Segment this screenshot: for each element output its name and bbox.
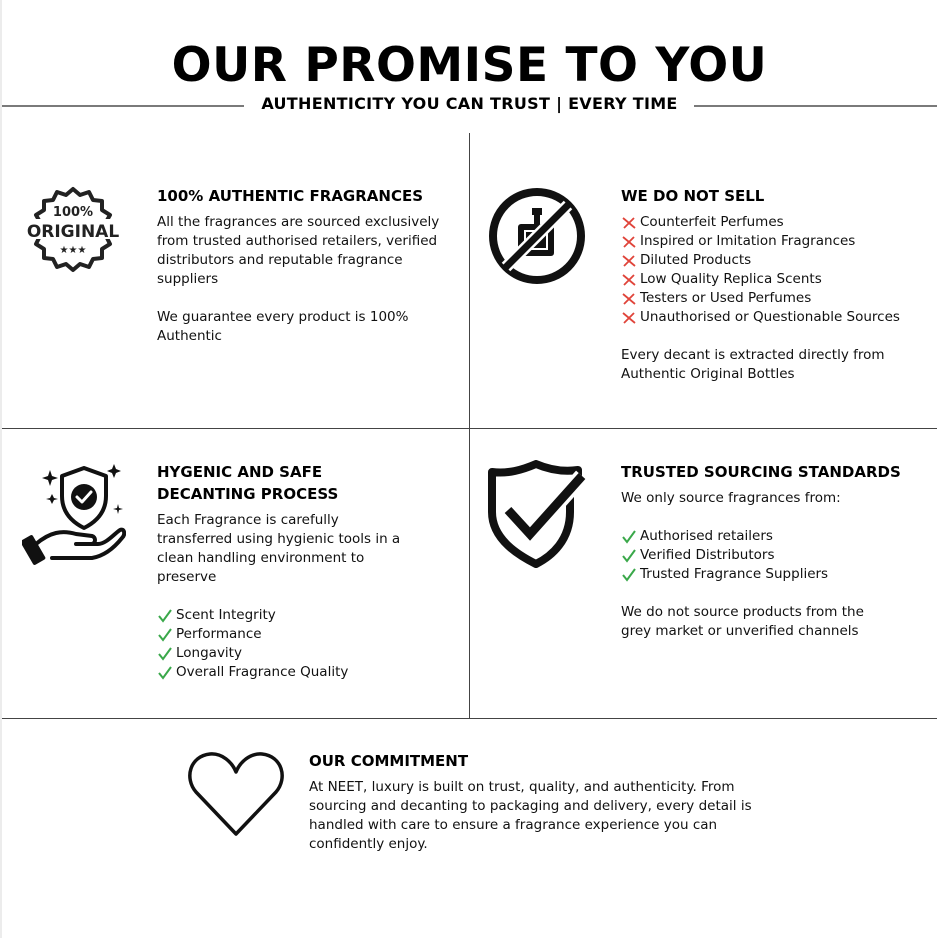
list-item: Testers or Used Perfumes: [621, 289, 921, 308]
list-item: Overall Fragrance Quality: [157, 663, 447, 682]
check-icon: [157, 608, 173, 624]
shield-check-icon: [486, 460, 588, 570]
list-item: Diluted Products: [621, 251, 921, 270]
section-authentic: [157, 185, 447, 346]
section-title: OUR COMMITMENT: [309, 752, 469, 770]
check-icon: [157, 646, 173, 662]
check-icon: [621, 529, 637, 545]
section-commitment: [309, 750, 759, 854]
section-paragraph: Every decant is extracted directly from Authentic Original Bottles: [621, 347, 885, 382]
list-item: Scent Integrity: [157, 606, 447, 625]
list-item: Longavity: [157, 644, 447, 663]
section-paragraph: We only source fragrances from:: [621, 490, 841, 506]
hand-shield-icon: [22, 460, 126, 566]
check-icon: [621, 567, 637, 583]
section-paragraph: We do not source products from the grey market or unverified channels: [621, 604, 864, 639]
frame-edge: [0, 0, 2, 938]
cross-icon: [621, 291, 637, 307]
check-icon: [621, 548, 637, 564]
section-sourcing: [621, 461, 921, 641]
not-sell-list: [621, 213, 921, 327]
section-paragraph: We guarantee every product is 100% Authentic: [157, 309, 409, 344]
section-title: WE DO NOT SELL: [621, 187, 765, 205]
section-title: HYGENIC AND SAFE DECANTING PROCESS: [157, 463, 339, 503]
list-item: Authorised retailers: [621, 527, 921, 546]
badge-top-text: 100%: [52, 205, 94, 220]
section-paragraph: All the fragrances are sourced exclusively from trusted authorised retailers, verified distributors and reputable fragrance suppliers: [157, 214, 440, 287]
no-perfume-icon: [488, 187, 586, 285]
grid-divider-bottom: [2, 718, 937, 719]
section-paragraph: Each Fragrance is carefully transferred using hygienic tools in a clean handling environment to preserve: [157, 512, 401, 585]
hygienic-list: [157, 606, 447, 682]
section-title: TRUSTED SOURCING STANDARDS: [621, 463, 901, 481]
page-title: OUR PROMISE TO YOU: [171, 38, 768, 93]
original-badge-icon: [22, 185, 124, 275]
cross-icon: [621, 272, 637, 288]
list-item: Trusted Fragrance Suppliers: [621, 565, 921, 584]
section-hygienic: [157, 461, 447, 682]
sourcing-list: [621, 527, 921, 584]
badge-main-text: ORIGINAL: [26, 222, 120, 242]
list-item: Inspired or Imitation Fragrances: [621, 232, 921, 251]
cross-icon: [621, 253, 637, 269]
page-subtitle: AUTHENTICITY YOU CAN TRUST | EVERY TIME: [261, 94, 678, 113]
check-icon: [157, 627, 173, 643]
list-item: Performance: [157, 625, 447, 644]
grid-divider-middle: [2, 428, 937, 429]
grid-divider-vertical: [469, 133, 470, 719]
cross-icon: [621, 310, 637, 326]
subtitle-row: [0, 94, 939, 118]
section-paragraph: At NEET, luxury is built on trust, quality, and authenticity. From sourcing and decanting to packaging and delivery, every detail is handled with care to ensure a fragrance experience you can confidently enjoy.: [309, 779, 752, 852]
heart-icon: [186, 750, 286, 840]
list-item: Unauthorised or Questionable Sources: [621, 308, 921, 327]
badge-stars-text: ★★★: [59, 245, 87, 256]
section-not-sell: [621, 185, 921, 384]
list-item: Counterfeit Perfumes: [621, 213, 921, 232]
list-item: Low Quality Replica Scents: [621, 270, 921, 289]
check-icon: [157, 665, 173, 681]
list-item: Verified Distributors: [621, 546, 921, 565]
cross-icon: [621, 215, 637, 231]
cross-icon: [621, 234, 637, 250]
section-title: 100% AUTHENTIC FRAGRANCES: [157, 187, 424, 205]
